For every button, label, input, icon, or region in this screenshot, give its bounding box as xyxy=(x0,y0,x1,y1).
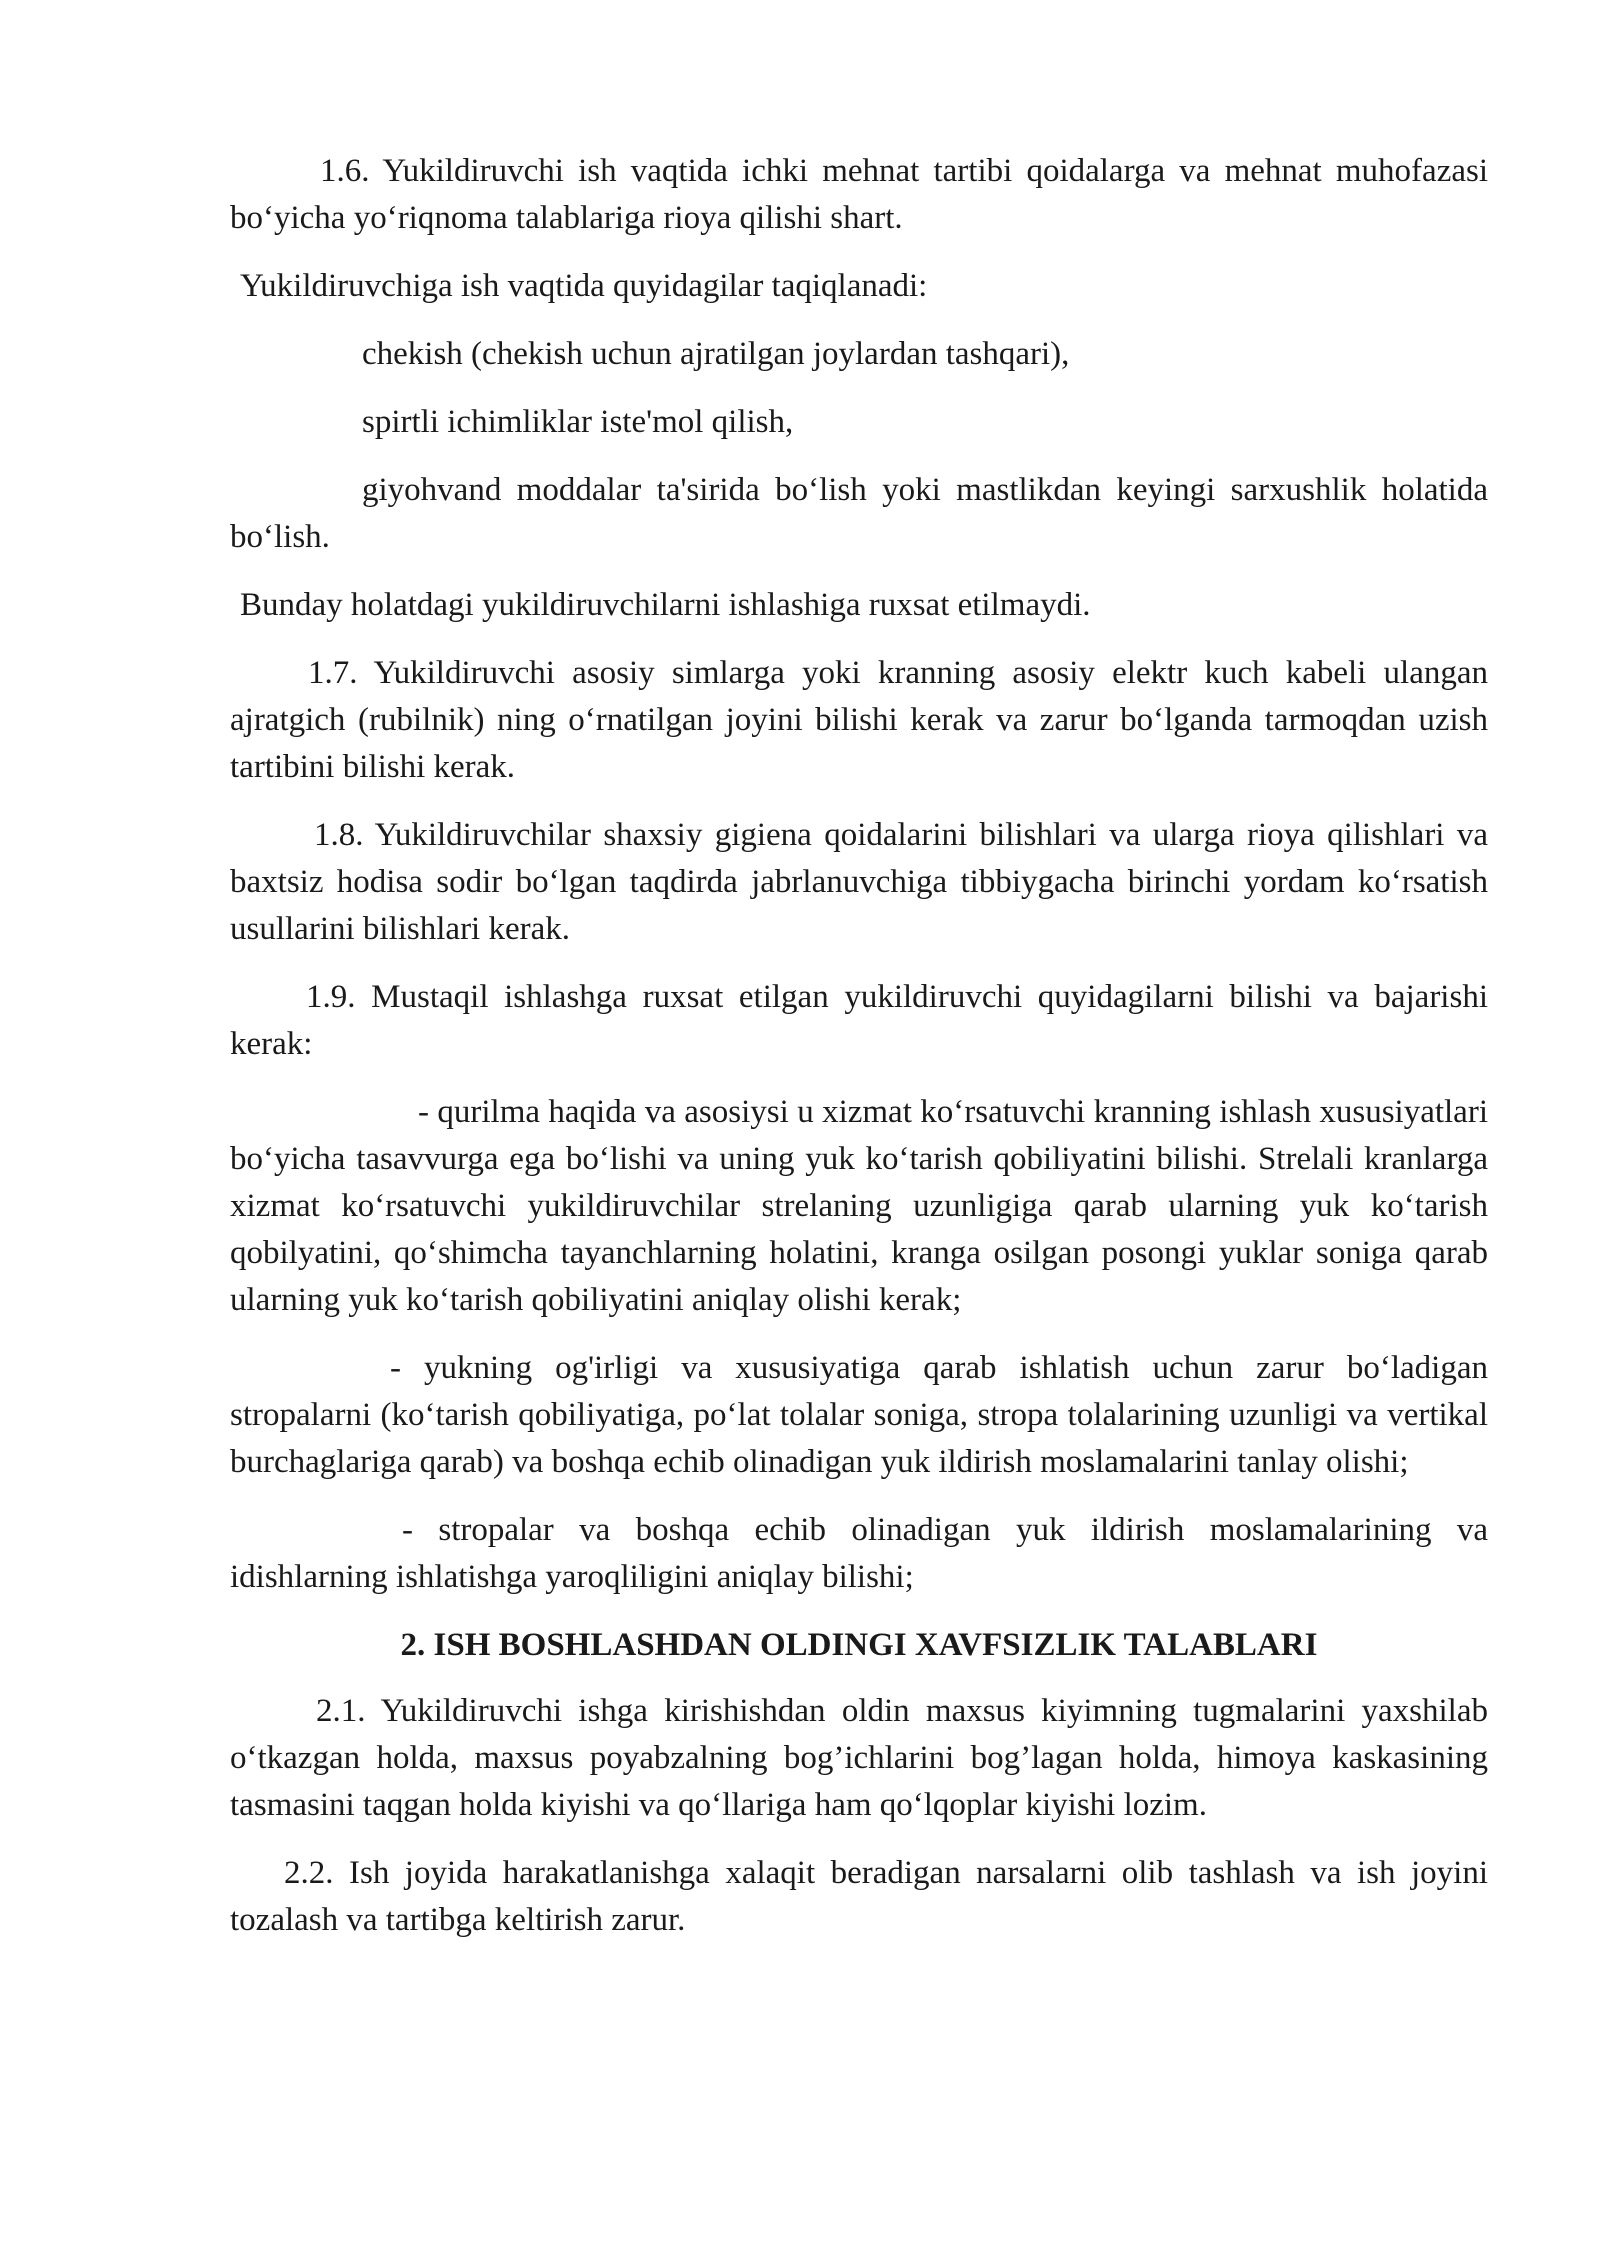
paragraph-1-8: 1.8. Yukildiruvchilar shaxsiy gigiena qoidalarini bilishlari va ularga rioya qilishlari va baxtsiz hodisa sodir bo‘lgan taqdirda jabrlanuvchiga tibbiygacha birinchi yordam ko‘rsatish usullarini bilishlari kerak. xyxy=(230,817,1488,947)
paragraph-1-6: 1.6. Yukildiruvchi ish vaqtida ichki mehnat tartibi qoidalarga va mehnat muhofazasi bo‘yicha yo‘riqnoma talablariga rioya qilishi shart. xyxy=(230,153,1488,236)
paragraph-2-1: 2.1. Yukildiruvchi ishga kirishishdan oldin maxsus kiyimning tugmalarini yaxshilab o‘tkazgan holda, maxsus poyabzalning bog’ichlarini bog’lagan holda, himoya kaskasining tasmasini taqgan holda kiyishi va qo‘llariga ham qo‘lqoplar kiyishi lozim. xyxy=(230,1693,1488,1823)
list-item-crane-knowledge: - qurilma haqida va asosiysi u xizmat ko‘rsatuvchi kranning ishlash xususiyatlari bo‘yicha tasavvurga ega bo‘lishi va uning yuk ko‘tarish qobiliyatini bilishi. Strelali kranlarga xizmat ko‘rsatuvchi yukildiruvchilar strelaning uzunligiga qarab ularning yuk ko‘tarish qobilyatini, qo‘shimcha tayanchlarning holatini, kranga osilgan posongi yuklar soniga qarab ularning yuk ko‘tarish qobiliyatini aniqlay olishi kerak; xyxy=(230,1094,1488,1318)
list-item-prohibited-alcohol: spirtli ichimliklar iste'mol qilish, xyxy=(362,404,794,440)
paragraph-1-9: 1.9. Mustaqil ishlashga ruxsat etilgan yukildiruvchi quyidagilarni bilishi va bajarishi kerak: xyxy=(230,979,1488,1062)
list-item-prohibited-drugs: giyohvand moddalar ta'sirida bo‘lish yoki mastlikdan keyingi sarxushlik holatida bo‘lish. xyxy=(230,472,1488,555)
paragraph-prohibited-intro: Yukildiruvchiga ish vaqtida quyidagilar taqiqlanadi: xyxy=(240,268,928,304)
list-item-sling-selection: - yukning og'irligi va xususiyatiga qarab ishlatish uchun zarur bo‘ladigan stropalarni (ko‘tarish qobiliyatiga, po‘lat tolalar soniga, stropa tolalarining uzunligi va vertikal burchaglariga qarab) va boshqa echib olinadigan yuk ildirish moslamalarini tanlay olishi; xyxy=(230,1350,1488,1480)
paragraph-1-7: 1.7. Yukildiruvchi asosiy simlarga yoki kranning asosiy elektr kuch kabeli ulangan ajratgich (rubilnik) ning o‘rnatilgan joyini bilishi kerak va zarur bo‘lganda tarmoqdan uzish tartibini bilishi kerak. xyxy=(230,655,1488,785)
section-heading-2: 2. ISH BOSHLASHDAN OLDINGI XAVFSIZLIK TALABLARI xyxy=(400,1627,1318,1663)
list-item-equipment-fitness: - stropalar va boshqa echib olinadigan yuk ildirish moslamalarining va idishlarning ishlatishga yaroqliligini aniqlay bilishi; xyxy=(230,1512,1488,1595)
list-item-prohibited-smoking: chekish (chekish uchun ajratilgan joylardan tashqari), xyxy=(362,336,1070,372)
paragraph-not-allowed: Bunday holatdagi yukildiruvchilarni ishlashiga ruxsat etilmaydi. xyxy=(240,587,1091,623)
paragraph-2-2: 2.2. Ish joyida harakatlanishga xalaqit beradigan narsalarni olib tashlash va ish joyini tozalash va tartibga keltirish zarur. xyxy=(230,1855,1488,1938)
document-page xyxy=(230,148,1488,1965)
